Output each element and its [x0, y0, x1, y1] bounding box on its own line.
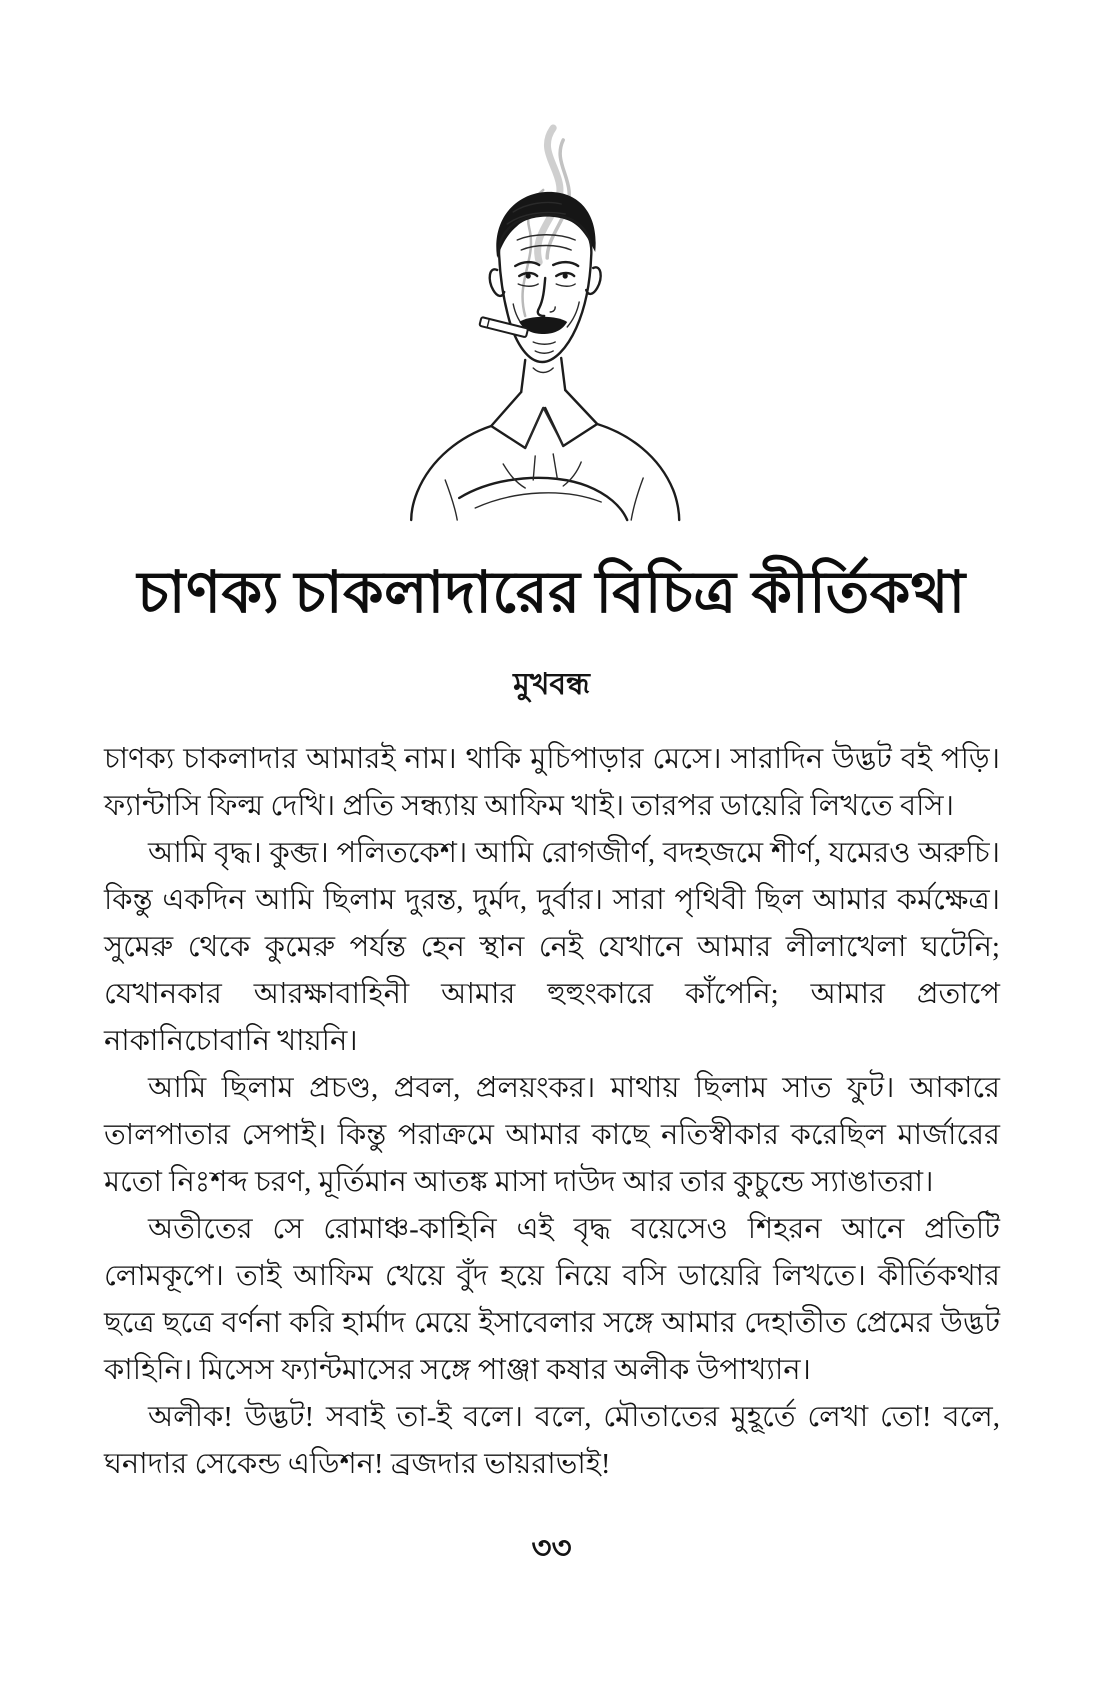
paragraph: চাণক্য চাকলাদার আমারই নাম। থাকি মুচিপাড়ার মেসে। সারাদিন উদ্ভট বই পড়ি। ফ্যান্টাসি ফিল্ম দেখি। প্রতি সন্ধ্যায় আফিম খাই। তারপর ডায়েরি লিখতে বসি। [104, 743, 1000, 822]
section-subtitle: মুখবন্ধ [513, 668, 590, 701]
body-text [104, 736, 1000, 1488]
smoking-man-drawing [375, 120, 715, 525]
smoking-man-illustration [375, 120, 715, 525]
paragraph: অতীতের সে রোমাঞ্চ-কাহিনি এই বৃদ্ধ বয়েসেও শিহরন আনে প্রতিটি লোমকূপে। তাই আফিম খেয়ে বুঁদ হয়ে নিয়ে বসি ডায়েরি লিখতে। কীর্তিকথার ছত্রে ছত্রে বর্ণনা করি হার্মাদ মেয়ে ইসাবেলার সঙ্গে আমার দেহাতীত প্রেমের উদ্ভট কাহিনি। মিসেস ফ্যান্টমাসের সঙ্গে পাঞ্জা কষার অলীক উপাখ্যান। [104, 1213, 1000, 1386]
paragraph: আমি বৃদ্ধ। কুব্জ। পলিতকেশ। আমি রোগজীর্ণ, বদহজমে শীর্ণ, যমেরও অরুচি। কিন্তু একদিন আমি ছিলাম দুরন্ত, দুর্মদ, দুর্বার। সারা পৃথিবী ছিল আমার কর্মক্ষেত্র। সুমেরু থেকে কুমেরু পর্যন্ত হেন স্থান নেই যেখানে আমার লীলাখেলা ঘটেনি; যেখানকার আরক্ষাবাহিনী আমার হুহুংকারে কাঁপেনি; আমার প্রতাপে নাকানিচোবানি খায়নি। [104, 837, 1000, 1057]
paragraph: আমি ছিলাম প্রচণ্ড, প্রবল, প্রলয়ংকর। মাথায় ছিলাম সাত ফুট। আকারে তালপাতার সেপাই। কিন্তু পরাক্রমে আমার কাছে নতিস্বীকার করেছিল মার্জারের মতো নিঃশব্দ চরণ, মূর্তিমান আতঙ্ক মাসা দাউদ আর তার কুচুন্ডে স্যাঙাতরা। [104, 1072, 1000, 1198]
page-number: ৩৩ [531, 1530, 572, 1565]
page-title: চাণক্য চাকলাদারের বিচিত্র কীর্তিকথা [137, 560, 966, 625]
paragraph: অলীক! উদ্ভট! সবাই তা-ই বলে। বলে, মৌতাতের মুহূর্তে লেখা তো! বলে, ঘনাদার সেকেন্ড এডিশন! ব্রজদার ভায়রাভাই! [104, 1401, 1000, 1480]
